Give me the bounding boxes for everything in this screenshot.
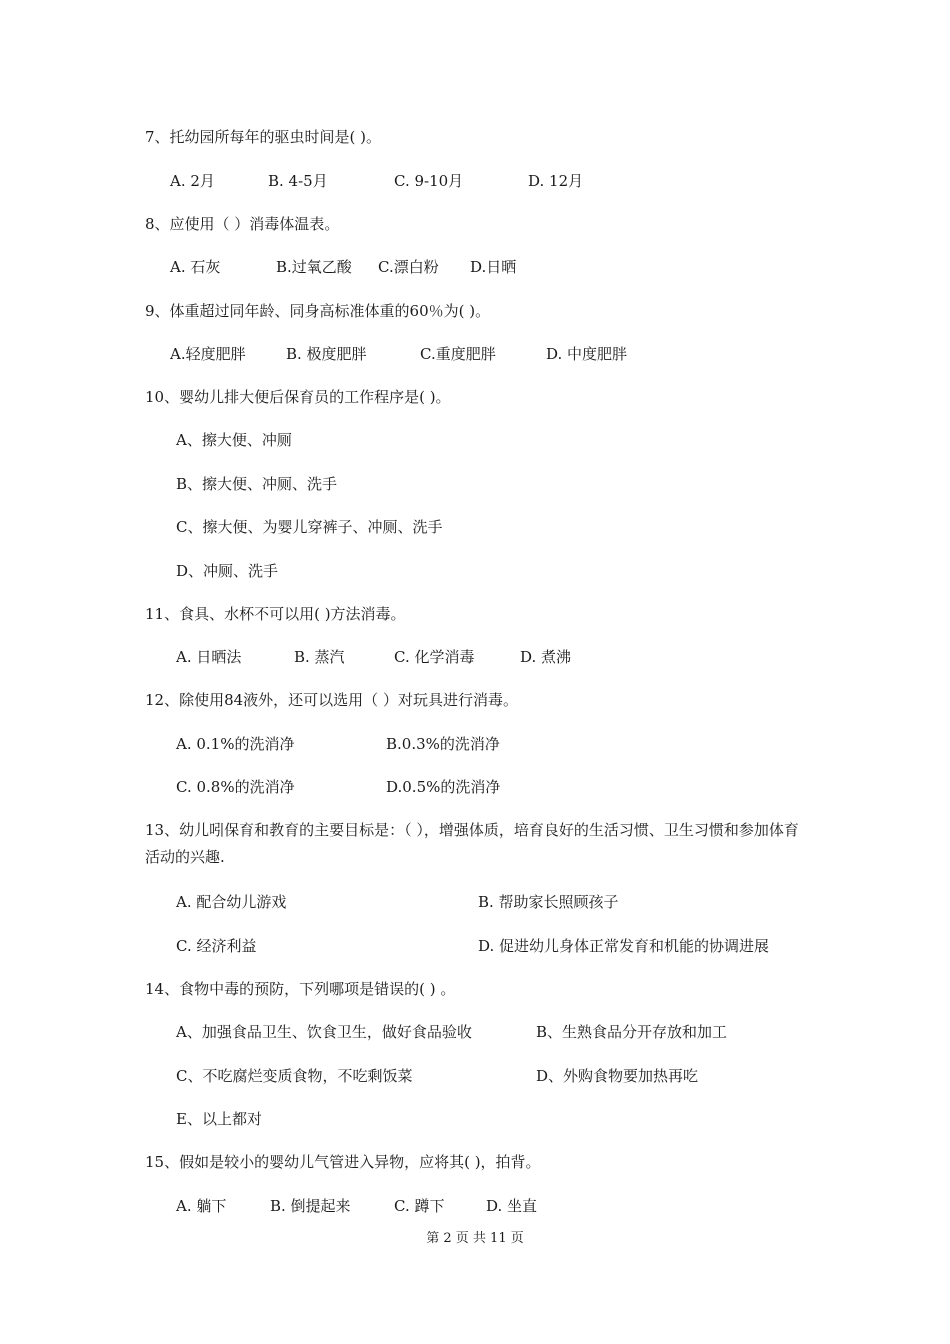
q11-option-c: C. 化学消毒 <box>394 648 475 666</box>
q14-option-e: E、以上都对 <box>176 1110 262 1128</box>
q7-option-d: D. 12月 <box>528 172 584 190</box>
q15-option-b: B. 倒提起来 <box>270 1197 351 1215</box>
question-13: 13、幼儿吲保育和教育的主要目标是：（ ），增强体质，培育良好的生活习惯、卫生习惯和参加体育活动的兴趣. <box>145 821 799 866</box>
q13-option-b: B. 帮助家长照顾孩子 <box>478 893 619 911</box>
q12-option-a: A. 0.1%的洗消净 <box>176 735 295 753</box>
q10-option-c: C、擦大便、为婴儿穿裤子、冲厕、洗手 <box>176 518 443 536</box>
question-12: 12、除使用84液外，还可以选用（ ）对玩具进行消毒。 <box>145 691 518 709</box>
q13-option-c: C. 经济利益 <box>176 937 257 955</box>
q10-option-d: D、冲厕、洗手 <box>176 562 279 580</box>
q13-option-d: D. 促进幼儿身体正常发育和机能的协调进展 <box>478 937 770 955</box>
q7-option-a: A. 2月 <box>170 172 215 190</box>
q8-option-c: C.漂白粉 <box>378 258 439 276</box>
q14-option-c: C、不吃腐烂变质食物，不吃剩饭菜 <box>176 1067 413 1085</box>
q11-option-a: A. 日晒法 <box>176 648 242 666</box>
q15-option-a: A. 躺下 <box>176 1197 227 1215</box>
question-9: 9、体重超过同年龄、同身高标准体重的60％为( )。 <box>145 302 491 320</box>
q14-option-a: A、加强食品卫生、饮食卫生，做好食品验收 <box>176 1023 472 1041</box>
q14-option-b: B、生熟食品分开存放和加工 <box>536 1023 728 1041</box>
q8-option-b: B.过氧乙酸 <box>276 258 352 276</box>
q9-option-b: B. 极度肥胖 <box>286 345 367 363</box>
q9-option-c: C.重度肥胖 <box>420 345 496 363</box>
page-footer: 第 2 页 共 11 页 <box>426 1231 524 1246</box>
q14-option-d: D、外购食物要加热再吃 <box>536 1067 699 1085</box>
q11-option-d: D. 煮沸 <box>520 648 572 666</box>
q8-option-d: D.日晒 <box>470 258 517 276</box>
q15-option-d: D. 坐直 <box>486 1197 538 1215</box>
question-14: 14、食物中毒的预防，下列哪项是错误的( ) 。 <box>145 980 456 998</box>
q12-option-d: D.0.5%的洗消净 <box>386 778 501 796</box>
q9-option-d: D. 中度肥胖 <box>546 345 628 363</box>
question-15: 15、假如是较小的婴幼儿气管进入异物，应将其( )，拍背。 <box>145 1153 541 1171</box>
q7-option-b: B. 4-5月 <box>268 172 328 190</box>
q11-option-b: B. 蒸汽 <box>294 648 345 666</box>
q9-option-a: A.轻度肥胖 <box>170 345 246 363</box>
question-10: 10、婴幼儿排大便后保育员的工作程序是( )。 <box>145 388 451 406</box>
question-8: 8、应使用（ ）消毒体温表。 <box>145 215 340 233</box>
question-11: 11、食具、水杯不可以用( )方法消毒。 <box>145 605 406 623</box>
q10-option-a: A、擦大便、冲厕 <box>176 431 292 449</box>
q12-option-b: B.0.3%的洗消净 <box>386 735 500 753</box>
question-7: 7、托幼园所每年的驱虫时间是( )。 <box>145 128 382 146</box>
q13-option-a: A. 配合幼儿游戏 <box>176 893 287 911</box>
q15-option-c: C. 蹲下 <box>394 1197 445 1215</box>
q7-option-c: C. 9-10月 <box>394 172 464 190</box>
q12-option-c: C. 0.8%的洗消净 <box>176 778 295 796</box>
q8-option-a: A. 石灰 <box>170 258 221 276</box>
q10-option-b: B、擦大便、冲厕、洗手 <box>176 475 338 493</box>
